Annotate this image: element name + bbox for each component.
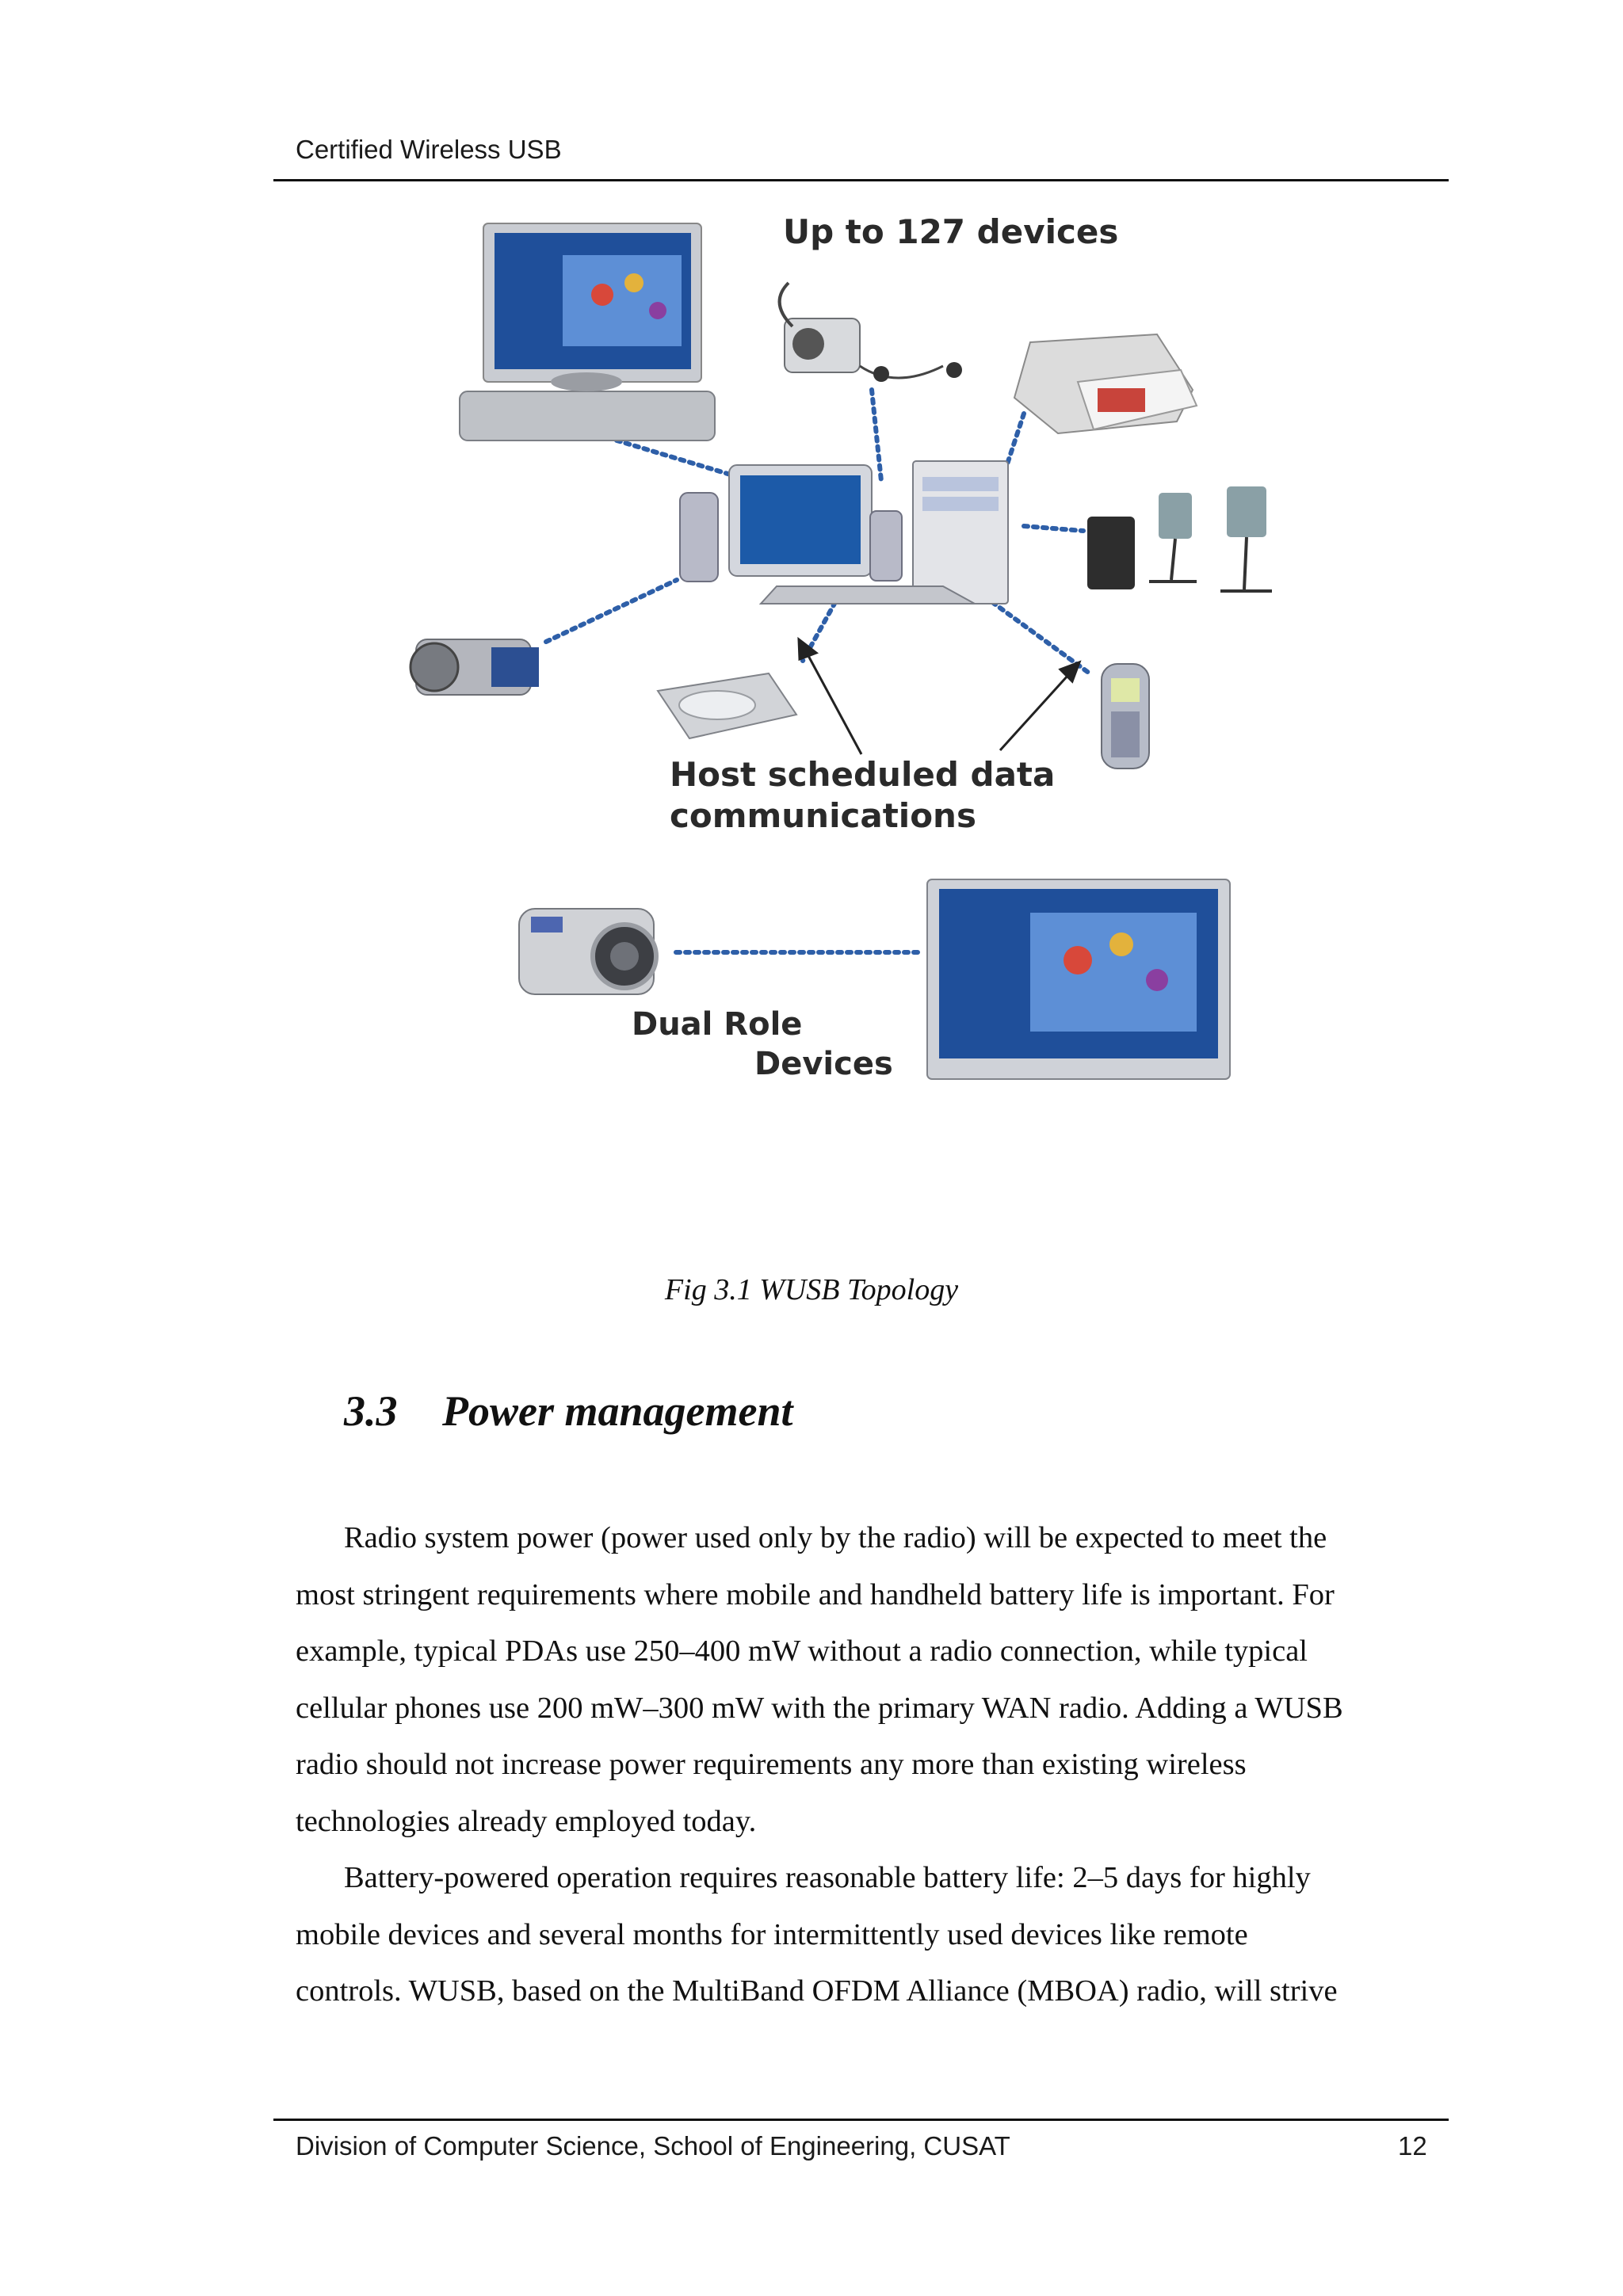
section-number: 3.3 <box>344 1387 398 1435</box>
running-header: Certified Wireless USB <box>296 135 562 164</box>
digital-camera-icon <box>519 909 656 994</box>
annotation-arrows <box>799 639 1079 754</box>
footer-rule <box>273 2119 1449 2121</box>
section-heading <box>344 1386 793 1436</box>
paragraph-line: Battery-powered operation requires reasonable battery life: 2–5 days for highly <box>344 1861 1311 1894</box>
section-title: Power management <box>442 1387 793 1435</box>
flat-panel-tv-icon <box>927 879 1230 1079</box>
link-mp3 <box>872 390 881 481</box>
dual-role-label-line2: Devices <box>754 1046 893 1082</box>
paragraph-line: most stringent requirements where mobile and handheld battery life is important. For <box>296 1577 1335 1611</box>
host-label-line2: communications <box>670 796 976 835</box>
devices-label: Up to 127 devices <box>783 212 1119 251</box>
link-speakers <box>1024 526 1083 531</box>
header-rule <box>273 179 1449 181</box>
mobile-phone-icon <box>1102 664 1149 769</box>
host-label-line1: Host scheduled data <box>670 755 1056 794</box>
figure-caption: Fig 3.1 WUSB Topology <box>664 1273 959 1306</box>
footer-text: Division of Computer Science, School of Engineering, CUSAT <box>296 2131 1010 2161</box>
paragraph-line: cellular phones use 200 mW–300 mW with the primary WAN radio. Adding a WUSB <box>296 1691 1343 1725</box>
wusb-topology-figure <box>396 208 1323 1095</box>
paragraph-2 <box>296 1850 1437 2020</box>
page-number: 12 <box>1398 2131 1427 2161</box>
paragraph-line: mobile devices and several months for intermittently used devices like remote <box>296 1917 1248 1951</box>
paragraph-line: technologies already employed today. <box>296 1804 757 1838</box>
paragraph-1 <box>296 1510 1437 1850</box>
paragraph-line: radio should not increase power requirements any more than existing wireless <box>296 1748 1247 1781</box>
printer-icon <box>1014 334 1197 433</box>
tv-set-top-box-icon <box>460 223 715 441</box>
speakers-icon <box>1087 486 1272 591</box>
mp3-player-icon <box>780 283 962 382</box>
host-pc-icon <box>680 461 1008 604</box>
paragraph-line: controls. WUSB, based on the MultiBand OFDM Alliance (MBOA) radio, will strive <box>296 1974 1338 2008</box>
camcorder-icon <box>411 639 539 695</box>
dual-role-label-line1: Dual Role <box>632 1006 803 1043</box>
optical-drive-icon <box>658 673 796 738</box>
paragraph-line: example, typical PDAs use 250–400 mW without a radio connection, while typical <box>296 1634 1308 1668</box>
link-camcorder <box>546 580 677 642</box>
paragraph-line: Radio system power (power used only by the radio) will be expected to meet the <box>344 1521 1327 1554</box>
